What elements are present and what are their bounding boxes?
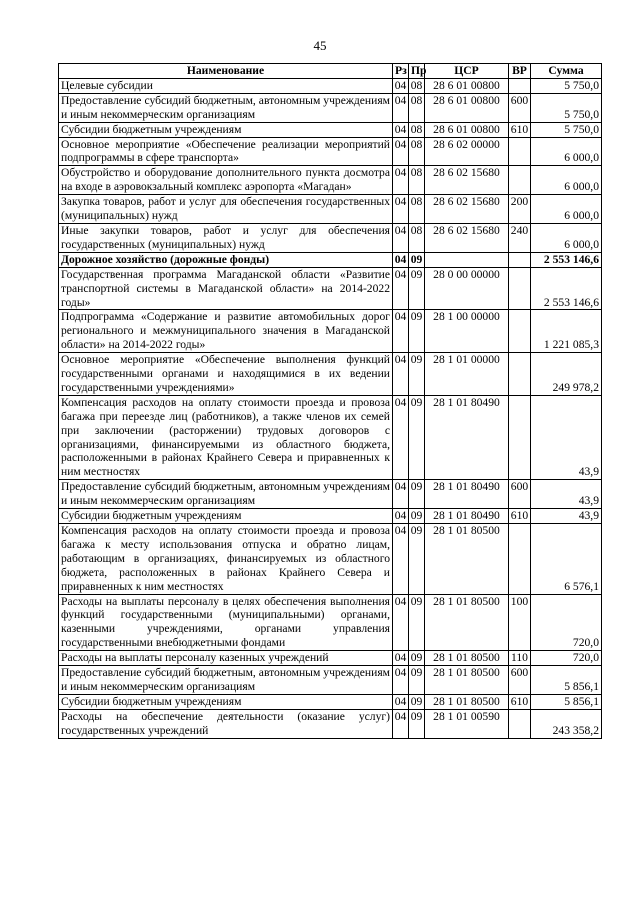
row-pr: 09 bbox=[409, 267, 425, 310]
row-csr: 28 1 01 80490 bbox=[425, 509, 509, 524]
row-pr: 09 bbox=[409, 709, 425, 738]
row-vr: 600 bbox=[509, 666, 531, 695]
row-rz: 04 bbox=[393, 93, 409, 122]
row-rz: 04 bbox=[393, 694, 409, 709]
row-vr bbox=[509, 166, 531, 195]
row-csr: 28 6 02 00000 bbox=[425, 137, 509, 166]
row-csr: 28 1 01 80500 bbox=[425, 524, 509, 595]
row-pr: 09 bbox=[409, 480, 425, 509]
row-vr: 600 bbox=[509, 93, 531, 122]
row-pr: 08 bbox=[409, 166, 425, 195]
table-body bbox=[59, 78, 602, 738]
row-pr: 09 bbox=[409, 509, 425, 524]
row-csr: 28 6 02 15680 bbox=[425, 195, 509, 224]
row-sum: 2 553 146,6 bbox=[531, 267, 602, 310]
row-csr: 28 6 01 00800 bbox=[425, 93, 509, 122]
row-name: Расходы на выплаты персоналу в целях обеспечения выполнения функций государственными (муниципальными) органами, казенными учреждениями, органами управления государственными внебюджетными фондами bbox=[59, 594, 393, 651]
row-sum: 5 856,1 bbox=[531, 694, 602, 709]
row-pr: 08 bbox=[409, 223, 425, 252]
row-name: Целевые субсидии bbox=[59, 78, 393, 93]
row-sum: 43,9 bbox=[531, 509, 602, 524]
row-vr bbox=[509, 395, 531, 479]
row-sum: 249 978,2 bbox=[531, 353, 602, 396]
row-rz: 04 bbox=[393, 252, 409, 267]
row-csr: 28 1 01 80490 bbox=[425, 395, 509, 479]
table-header-row bbox=[59, 64, 602, 79]
row-csr: 28 1 01 00590 bbox=[425, 709, 509, 738]
row-sum: 243 358,2 bbox=[531, 709, 602, 738]
row-csr: 28 0 00 00000 bbox=[425, 267, 509, 310]
row-sum: 5 750,0 bbox=[531, 78, 602, 93]
row-vr bbox=[509, 310, 531, 353]
row-csr: 28 1 01 00000 bbox=[425, 353, 509, 396]
row-sum: 6 000,0 bbox=[531, 166, 602, 195]
row-vr bbox=[509, 353, 531, 396]
table-row bbox=[59, 395, 602, 479]
row-csr: 28 6 02 15680 bbox=[425, 166, 509, 195]
row-vr bbox=[509, 137, 531, 166]
row-name: Дорожное хозяйство (дорожные фонды) bbox=[59, 252, 393, 267]
row-rz: 04 bbox=[393, 709, 409, 738]
row-pr: 09 bbox=[409, 666, 425, 695]
row-pr: 09 bbox=[409, 395, 425, 479]
table-row bbox=[59, 93, 602, 122]
row-name: Основное мероприятие «Обеспечение выполнения функций государственными органами и находящимися в их ведении государственными учреждениями» bbox=[59, 353, 393, 396]
table-row bbox=[59, 122, 602, 137]
row-rz: 04 bbox=[393, 395, 409, 479]
row-sum: 6 000,0 bbox=[531, 195, 602, 224]
row-pr: 09 bbox=[409, 524, 425, 595]
row-sum: 1 221 085,3 bbox=[531, 310, 602, 353]
header-pr: Пр bbox=[409, 64, 425, 79]
table-row bbox=[59, 310, 602, 353]
row-pr: 09 bbox=[409, 594, 425, 651]
row-rz: 04 bbox=[393, 195, 409, 224]
row-pr: 08 bbox=[409, 195, 425, 224]
row-csr: 28 1 00 00000 bbox=[425, 310, 509, 353]
row-vr bbox=[509, 524, 531, 595]
row-sum: 5 856,1 bbox=[531, 666, 602, 695]
row-pr: 09 bbox=[409, 353, 425, 396]
row-pr: 09 bbox=[409, 310, 425, 353]
table-row bbox=[59, 166, 602, 195]
row-name: Основное мероприятие «Обеспечение реализации мероприятий подпрограммы в сфере транспорта» bbox=[59, 137, 393, 166]
table-row bbox=[59, 78, 602, 93]
row-csr: 28 1 01 80500 bbox=[425, 666, 509, 695]
header-sum: Сумма bbox=[531, 64, 602, 79]
row-csr bbox=[425, 252, 509, 267]
row-vr: 200 bbox=[509, 195, 531, 224]
row-vr bbox=[509, 252, 531, 267]
table-row bbox=[59, 509, 602, 524]
row-rz: 04 bbox=[393, 223, 409, 252]
row-name: Закупка товаров, работ и услуг для обеспечения государственных (муниципальных) нужд bbox=[59, 195, 393, 224]
row-pr: 08 bbox=[409, 93, 425, 122]
row-csr: 28 6 01 00800 bbox=[425, 78, 509, 93]
table-row bbox=[59, 137, 602, 166]
table-row bbox=[59, 709, 602, 738]
row-rz: 04 bbox=[393, 166, 409, 195]
row-rz: 04 bbox=[393, 651, 409, 666]
row-sum: 6 576,1 bbox=[531, 524, 602, 595]
page-number: 45 bbox=[313, 38, 327, 53]
budget-table bbox=[58, 63, 602, 739]
row-rz: 04 bbox=[393, 594, 409, 651]
row-rz: 04 bbox=[393, 480, 409, 509]
row-sum: 5 750,0 bbox=[531, 122, 602, 137]
table-row bbox=[59, 195, 602, 224]
row-pr: 09 bbox=[409, 252, 425, 267]
row-rz: 04 bbox=[393, 122, 409, 137]
row-name: Предоставление субсидий бюджетным, автономным учреждениям и иным некоммерческим организациям bbox=[59, 480, 393, 509]
row-sum: 720,0 bbox=[531, 594, 602, 651]
row-pr: 08 bbox=[409, 78, 425, 93]
table-row bbox=[59, 252, 602, 267]
row-vr: 110 bbox=[509, 651, 531, 666]
row-vr bbox=[509, 709, 531, 738]
row-pr: 08 bbox=[409, 122, 425, 137]
row-csr: 28 1 01 80490 bbox=[425, 480, 509, 509]
row-sum: 6 000,0 bbox=[531, 223, 602, 252]
table-row bbox=[59, 480, 602, 509]
row-vr: 100 bbox=[509, 594, 531, 651]
row-rz: 04 bbox=[393, 524, 409, 595]
table-row bbox=[59, 524, 602, 595]
row-sum: 720,0 bbox=[531, 651, 602, 666]
row-csr: 28 1 01 80500 bbox=[425, 651, 509, 666]
row-rz: 04 bbox=[393, 137, 409, 166]
row-sum: 5 750,0 bbox=[531, 93, 602, 122]
row-name: Субсидии бюджетным учреждениям bbox=[59, 694, 393, 709]
row-name: Подпрограмма «Содержание и развитие автомобильных дорог регионального и межмуниципального значения в Магаданской области» на 2014-2022 годы» bbox=[59, 310, 393, 353]
table-row bbox=[59, 267, 602, 310]
row-pr: 08 bbox=[409, 137, 425, 166]
table-row bbox=[59, 223, 602, 252]
row-name: Компенсация расходов на оплату стоимости проезда и провоза багажа к месту использования отпуска и обратно лицам, работающим в организациях, финансируемых из областного бюджета, расположенных в районах Крайнего Севера и приравненных к ним местностях bbox=[59, 524, 393, 595]
row-vr bbox=[509, 267, 531, 310]
row-name: Государственная программа Магаданской области «Развитие транспортной системы в Магаданской области» на 2014-2022 годы» bbox=[59, 267, 393, 310]
table-row bbox=[59, 353, 602, 396]
row-rz: 04 bbox=[393, 310, 409, 353]
row-csr: 28 6 02 15680 bbox=[425, 223, 509, 252]
row-pr: 09 bbox=[409, 694, 425, 709]
row-vr: 610 bbox=[509, 694, 531, 709]
row-sum: 6 000,0 bbox=[531, 137, 602, 166]
row-rz: 04 bbox=[393, 78, 409, 93]
row-vr: 240 bbox=[509, 223, 531, 252]
row-vr bbox=[509, 78, 531, 93]
table-row bbox=[59, 594, 602, 651]
table-row bbox=[59, 694, 602, 709]
table-row bbox=[59, 651, 602, 666]
row-csr: 28 6 01 00800 bbox=[425, 122, 509, 137]
header-name: Наименование bbox=[59, 64, 393, 79]
row-vr: 610 bbox=[509, 509, 531, 524]
row-name: Предоставление субсидий бюджетным, автономным учреждениям и иным некоммерческим организациям bbox=[59, 93, 393, 122]
row-name: Расходы на обеспечение деятельности (оказание услуг) государственных учреждений bbox=[59, 709, 393, 738]
row-csr: 28 1 01 80500 bbox=[425, 694, 509, 709]
row-rz: 04 bbox=[393, 509, 409, 524]
row-sum: 43,9 bbox=[531, 395, 602, 479]
row-name: Субсидии бюджетным учреждениям bbox=[59, 509, 393, 524]
row-rz: 04 bbox=[393, 666, 409, 695]
row-pr: 09 bbox=[409, 651, 425, 666]
row-name: Расходы на выплаты персоналу казенных учреждений bbox=[59, 651, 393, 666]
header-rz: Рз bbox=[393, 64, 409, 79]
row-vr: 610 bbox=[509, 122, 531, 137]
row-sum: 43,9 bbox=[531, 480, 602, 509]
row-name: Субсидии бюджетным учреждениям bbox=[59, 122, 393, 137]
header-csr: ЦСР bbox=[425, 64, 509, 79]
row-name: Компенсация расходов на оплату стоимости проезда и провоза багажа при переезде лиц (работников), а также членов их семей при заключении (расторжении) трудовых договоров с организациями, финансируемыми из областного бюджета, расположенными в районах Крайнего Севера и приравненных к ним местностях bbox=[59, 395, 393, 479]
row-rz: 04 bbox=[393, 267, 409, 310]
header-vr: ВР bbox=[509, 64, 531, 79]
row-vr: 600 bbox=[509, 480, 531, 509]
table-row bbox=[59, 666, 602, 695]
row-name: Обустройство и оборудование дополнительного пункта досмотра на входе в аэровокзальный комплекс аэропорта «Магадан» bbox=[59, 166, 393, 195]
row-rz: 04 bbox=[393, 353, 409, 396]
row-csr: 28 1 01 80500 bbox=[425, 594, 509, 651]
row-name: Предоставление субсидий бюджетным, автономным учреждениям и иным некоммерческим организациям bbox=[59, 666, 393, 695]
row-sum: 2 553 146,6 bbox=[531, 252, 602, 267]
row-name: Иные закупки товаров, работ и услуг для обеспечения государственных (муниципальных) нужд bbox=[59, 223, 393, 252]
